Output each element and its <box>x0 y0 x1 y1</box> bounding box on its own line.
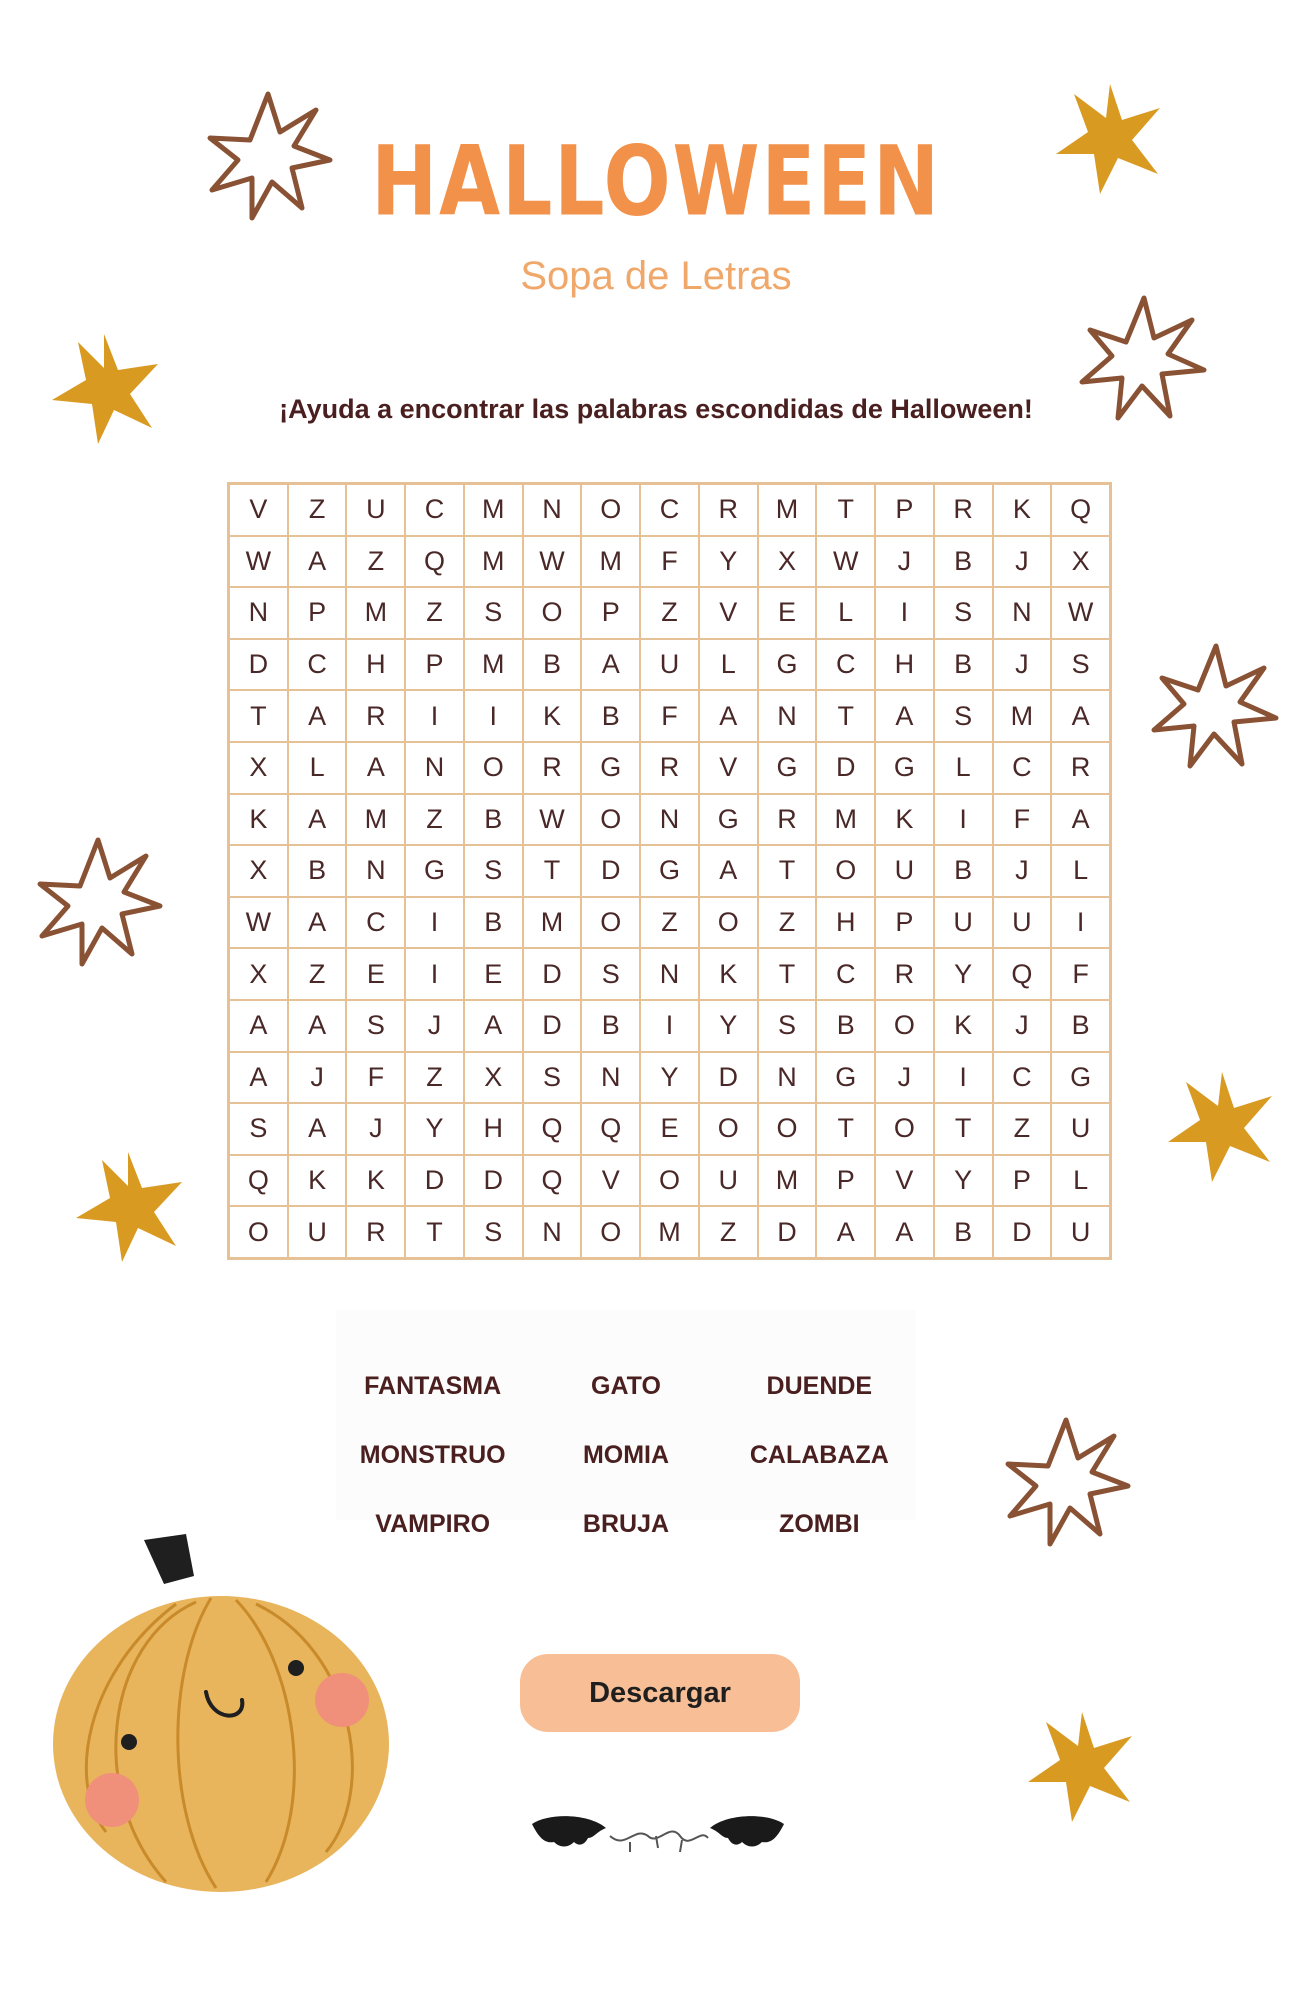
grid-cell[interactable]: M <box>464 484 523 536</box>
grid-cell[interactable]: N <box>581 1052 640 1104</box>
grid-cell[interactable]: L <box>934 742 993 794</box>
grid-cell[interactable]: U <box>699 1155 758 1207</box>
grid-cell[interactable]: N <box>640 948 699 1000</box>
grid-cell[interactable]: N <box>523 484 582 536</box>
word-list-item: FANTASMA <box>364 1372 502 1400</box>
grid-cell[interactable]: A <box>875 690 934 742</box>
grid-cell[interactable]: R <box>346 1206 405 1258</box>
grid-cell[interactable]: X <box>464 1052 523 1104</box>
grid-cell[interactable]: B <box>934 639 993 691</box>
grid-cell[interactable]: J <box>288 1052 347 1104</box>
grid-cell[interactable]: H <box>464 1103 523 1155</box>
grid-cell[interactable]: I <box>640 1000 699 1052</box>
grid-cell[interactable]: A <box>699 845 758 897</box>
grid-cell[interactable]: R <box>640 742 699 794</box>
grid-cell[interactable]: M <box>346 794 405 846</box>
grid-cell[interactable]: H <box>816 897 875 949</box>
grid-cell[interactable]: K <box>346 1155 405 1207</box>
grid-cell[interactable]: N <box>993 587 1052 639</box>
grid-cell[interactable]: O <box>699 1103 758 1155</box>
grid-cell[interactable]: R <box>1051 742 1110 794</box>
grid-cell[interactable]: I <box>405 690 464 742</box>
grid-cell[interactable]: H <box>875 639 934 691</box>
grid-cell[interactable]: X <box>229 845 288 897</box>
grid-cell[interactable]: J <box>875 536 934 588</box>
grid-cell[interactable]: G <box>640 845 699 897</box>
grid-cell[interactable]: C <box>346 897 405 949</box>
word-list-item: CALABAZA <box>749 1441 889 1469</box>
grid-cell[interactable]: G <box>699 794 758 846</box>
grid-cell[interactable]: A <box>1051 794 1110 846</box>
grid-cell[interactable]: U <box>346 484 405 536</box>
grid-cell[interactable]: Z <box>346 536 405 588</box>
grid-cell[interactable]: P <box>405 639 464 691</box>
grid-cell[interactable]: Z <box>405 587 464 639</box>
word-list-item: MOMIA <box>582 1441 670 1469</box>
grid-cell[interactable]: I <box>405 948 464 1000</box>
grid-cell[interactable]: F <box>993 794 1052 846</box>
download-button[interactable]: Descargar <box>520 1654 800 1732</box>
grid-cell[interactable]: M <box>816 794 875 846</box>
grid-cell[interactable]: N <box>523 1206 582 1258</box>
word-list-item: GATO <box>591 1372 661 1400</box>
grid-cell[interactable]: E <box>464 948 523 1000</box>
grid-cell[interactable]: M <box>640 1206 699 1258</box>
grid-cell[interactable]: P <box>288 587 347 639</box>
grid-cell[interactable]: O <box>758 1103 817 1155</box>
grid-cell[interactable]: F <box>640 536 699 588</box>
star-filled-icon <box>48 328 168 448</box>
grid-cell[interactable]: X <box>229 948 288 1000</box>
grid-cell[interactable]: B <box>1051 1000 1110 1052</box>
grid-cell[interactable]: Q <box>405 536 464 588</box>
grid-cell[interactable]: M <box>993 690 1052 742</box>
grid-cell[interactable]: U <box>640 639 699 691</box>
grid-cell[interactable]: U <box>1051 1206 1110 1258</box>
grid-cell[interactable]: G <box>1051 1052 1110 1104</box>
grid-cell[interactable]: W <box>1051 587 1110 639</box>
grid-cell[interactable]: N <box>405 742 464 794</box>
grid-cell[interactable]: L <box>1051 1155 1110 1207</box>
grid-cell[interactable]: O <box>640 1155 699 1207</box>
grid-cell[interactable]: J <box>993 639 1052 691</box>
star-filled-icon <box>1022 1706 1142 1826</box>
grid-cell[interactable]: B <box>464 794 523 846</box>
grid-cell[interactable]: B <box>581 1000 640 1052</box>
grid-cell[interactable]: P <box>581 587 640 639</box>
grid-cell[interactable]: D <box>699 1052 758 1104</box>
grid-cell[interactable]: U <box>875 845 934 897</box>
grid-cell[interactable]: V <box>699 742 758 794</box>
grid-cell[interactable]: A <box>875 1206 934 1258</box>
grid-cell[interactable]: I <box>405 897 464 949</box>
grid-cell[interactable]: K <box>875 794 934 846</box>
grid-cell[interactable]: I <box>934 794 993 846</box>
grid-cell[interactable]: F <box>1051 948 1110 1000</box>
grid-cell[interactable]: W <box>523 794 582 846</box>
grid-cell[interactable]: A <box>229 1052 288 1104</box>
grid-cell[interactable]: R <box>523 742 582 794</box>
grid-cell[interactable]: X <box>758 536 817 588</box>
grid-cell[interactable]: Z <box>288 948 347 1000</box>
word-list-item: BRUJA <box>582 1510 670 1538</box>
grid-cell[interactable]: B <box>288 845 347 897</box>
grid-cell[interactable]: D <box>581 845 640 897</box>
grid-cell[interactable]: T <box>816 484 875 536</box>
grid-cell[interactable]: S <box>758 1000 817 1052</box>
page-title: HALLOWEEN <box>371 125 941 238</box>
grid-cell[interactable]: T <box>816 690 875 742</box>
grid-cell[interactable]: N <box>229 587 288 639</box>
star-outline-icon <box>28 832 168 972</box>
grid-cell[interactable]: G <box>758 742 817 794</box>
grid-cell[interactable]: Z <box>640 587 699 639</box>
grid-cell[interactable]: C <box>816 639 875 691</box>
grid-cell[interactable]: I <box>934 1052 993 1104</box>
grid-cell[interactable]: O <box>875 1000 934 1052</box>
grid-cell[interactable]: B <box>816 1000 875 1052</box>
grid-cell[interactable]: Z <box>405 794 464 846</box>
grid-cell[interactable]: Q <box>993 948 1052 1000</box>
word-search-grid <box>227 482 1112 1260</box>
grid-cell[interactable]: A <box>581 639 640 691</box>
grid-cell[interactable]: T <box>816 1103 875 1155</box>
grid-cell[interactable]: D <box>816 742 875 794</box>
grid-cell[interactable]: P <box>875 897 934 949</box>
grid-cell[interactable]: A <box>288 1103 347 1155</box>
grid-cell[interactable]: B <box>464 897 523 949</box>
grid-cell[interactable]: S <box>229 1103 288 1155</box>
grid-cell[interactable]: M <box>346 587 405 639</box>
grid-cell[interactable]: Q <box>523 1103 582 1155</box>
grid-cell[interactable]: J <box>993 1000 1052 1052</box>
grid-cell[interactable]: B <box>523 639 582 691</box>
grid-cell[interactable]: S <box>934 587 993 639</box>
grid-cell[interactable]: J <box>993 845 1052 897</box>
grid-cell[interactable]: A <box>1051 690 1110 742</box>
grid-cell[interactable]: K <box>934 1000 993 1052</box>
grid-cell[interactable]: V <box>875 1155 934 1207</box>
grid-cell[interactable]: S <box>346 1000 405 1052</box>
grid-cell[interactable]: O <box>816 845 875 897</box>
grid-cell[interactable]: T <box>934 1103 993 1155</box>
grid-cell[interactable]: K <box>993 484 1052 536</box>
grid-cell[interactable]: I <box>875 587 934 639</box>
grid-cell[interactable]: C <box>405 484 464 536</box>
grid-cell[interactable]: Q <box>581 1103 640 1155</box>
grid-cell[interactable]: W <box>816 536 875 588</box>
grid-cell[interactable]: K <box>229 794 288 846</box>
grid-cell[interactable]: V <box>699 587 758 639</box>
grid-cell[interactable]: T <box>229 690 288 742</box>
grid-cell[interactable]: S <box>523 1052 582 1104</box>
grid-cell[interactable]: U <box>288 1206 347 1258</box>
grid-cell[interactable]: A <box>288 536 347 588</box>
grid-cell[interactable]: I <box>464 690 523 742</box>
grid-cell[interactable]: N <box>758 690 817 742</box>
grid-cell[interactable]: A <box>464 1000 523 1052</box>
grid-cell[interactable]: N <box>758 1052 817 1104</box>
grid-cell[interactable]: Z <box>288 484 347 536</box>
grid-cell[interactable]: O <box>875 1103 934 1155</box>
grid-cell[interactable]: S <box>934 690 993 742</box>
grid-cell[interactable]: A <box>699 690 758 742</box>
grid-cell[interactable]: T <box>758 948 817 1000</box>
grid-cell[interactable]: Z <box>640 897 699 949</box>
grid-cell[interactable]: G <box>581 742 640 794</box>
grid-cell[interactable]: O <box>581 897 640 949</box>
grid-cell[interactable]: R <box>346 690 405 742</box>
grid-cell[interactable]: K <box>288 1155 347 1207</box>
grid-cell[interactable]: M <box>758 484 817 536</box>
grid-cell[interactable]: S <box>464 845 523 897</box>
word-list-item: MONSTRUO <box>359 1441 506 1469</box>
grid-cell[interactable]: J <box>405 1000 464 1052</box>
grid-cell[interactable]: P <box>816 1155 875 1207</box>
word-list <box>336 1352 916 1559</box>
star-outline-icon <box>996 1412 1136 1552</box>
grid-cell[interactable]: X <box>1051 536 1110 588</box>
word-list-item: VAMPIRO <box>375 1510 491 1538</box>
grid-cell[interactable]: M <box>581 536 640 588</box>
grid-cell[interactable]: D <box>405 1155 464 1207</box>
grid-cell[interactable]: Q <box>1051 484 1110 536</box>
grid-cell[interactable]: D <box>464 1155 523 1207</box>
star-outline-icon <box>1142 638 1282 778</box>
grid-cell[interactable]: E <box>346 948 405 1000</box>
grid-cell[interactable]: W <box>229 897 288 949</box>
grid-cell[interactable]: F <box>346 1052 405 1104</box>
page-subtitle: Sopa de Letras <box>520 254 792 298</box>
bat-wings-icon <box>530 1806 786 1862</box>
grid-cell[interactable]: A <box>346 742 405 794</box>
grid-cell[interactable]: M <box>464 536 523 588</box>
grid-cell[interactable]: D <box>993 1206 1052 1258</box>
grid-cell[interactable]: C <box>993 742 1052 794</box>
grid-cell[interactable]: C <box>288 639 347 691</box>
grid-cell[interactable]: L <box>816 587 875 639</box>
grid-cell[interactable]: A <box>229 1000 288 1052</box>
grid-cell[interactable]: A <box>288 1000 347 1052</box>
grid-cell[interactable]: W <box>523 536 582 588</box>
grid-cell[interactable]: Y <box>640 1052 699 1104</box>
grid-cell[interactable]: G <box>758 639 817 691</box>
grid-cell[interactable]: O <box>229 1206 288 1258</box>
grid-cell[interactable]: R <box>699 484 758 536</box>
grid-cell[interactable]: Q <box>229 1155 288 1207</box>
grid-cell[interactable]: C <box>640 484 699 536</box>
grid-cell[interactable]: M <box>464 639 523 691</box>
grid-cell[interactable]: O <box>699 897 758 949</box>
grid-cell[interactable]: Z <box>405 1052 464 1104</box>
grid-cell[interactable]: P <box>993 1155 1052 1207</box>
grid-cell[interactable]: X <box>229 742 288 794</box>
grid-cell[interactable]: L <box>1051 845 1110 897</box>
word-list-item: DUENDE <box>766 1372 873 1400</box>
grid-cell[interactable]: S <box>1051 639 1110 691</box>
grid-cell[interactable]: L <box>288 742 347 794</box>
pumpkin-icon <box>46 1532 396 1902</box>
grid-cell[interactable]: J <box>875 1052 934 1104</box>
grid-cell[interactable]: O <box>581 794 640 846</box>
grid-cell[interactable]: J <box>346 1103 405 1155</box>
grid-cell[interactable]: R <box>758 794 817 846</box>
instruction-text: ¡Ayuda a encontrar las palabras escondidas de Halloween! <box>279 394 1033 424</box>
grid-cell[interactable]: Y <box>699 536 758 588</box>
grid-cell[interactable]: R <box>934 484 993 536</box>
grid-cell[interactable]: B <box>934 1206 993 1258</box>
grid-cell[interactable]: B <box>581 690 640 742</box>
grid-cell[interactable]: Y <box>699 1000 758 1052</box>
grid-cell[interactable]: C <box>816 948 875 1000</box>
grid-cell[interactable]: O <box>581 1206 640 1258</box>
grid-cell[interactable]: T <box>405 1206 464 1258</box>
grid-cell[interactable]: A <box>288 794 347 846</box>
grid-cell[interactable]: E <box>640 1103 699 1155</box>
grid-cell[interactable]: C <box>993 1052 1052 1104</box>
grid-cell[interactable]: E <box>758 587 817 639</box>
grid-cell[interactable]: I <box>1051 897 1110 949</box>
grid-cell[interactable]: N <box>640 794 699 846</box>
grid-cell[interactable]: D <box>229 639 288 691</box>
grid-cell[interactable]: W <box>229 536 288 588</box>
grid-cell[interactable]: Y <box>934 948 993 1000</box>
grid-cell[interactable]: D <box>758 1206 817 1258</box>
grid-cell[interactable]: G <box>405 845 464 897</box>
grid-cell[interactable]: Y <box>405 1103 464 1155</box>
grid-cell[interactable]: M <box>758 1155 817 1207</box>
grid-cell[interactable]: T <box>523 845 582 897</box>
grid-cell[interactable]: Y <box>934 1155 993 1207</box>
grid-cell[interactable]: U <box>993 897 1052 949</box>
grid-cell[interactable]: B <box>934 845 993 897</box>
grid-cell[interactable]: F <box>640 690 699 742</box>
star-filled-icon <box>72 1146 192 1266</box>
grid-cell[interactable]: S <box>464 1206 523 1258</box>
grid-cell[interactable]: Z <box>993 1103 1052 1155</box>
grid-cell[interactable]: M <box>523 897 582 949</box>
word-list-item: ZOMBI <box>779 1510 860 1538</box>
grid-cell[interactable]: Z <box>758 897 817 949</box>
grid-cell[interactable]: O <box>464 742 523 794</box>
grid-cell[interactable]: G <box>875 742 934 794</box>
grid-cell[interactable]: P <box>875 484 934 536</box>
grid-cell[interactable]: J <box>993 536 1052 588</box>
grid-cell[interactable]: S <box>581 948 640 1000</box>
grid-cell[interactable]: N <box>346 845 405 897</box>
grid-cell[interactable]: D <box>523 1000 582 1052</box>
star-filled-icon <box>1162 1066 1282 1186</box>
grid-cell[interactable]: U <box>934 897 993 949</box>
grid-cell[interactable]: U <box>1051 1103 1110 1155</box>
grid-cell[interactable]: O <box>523 587 582 639</box>
grid-cell[interactable]: O <box>581 484 640 536</box>
grid-cell[interactable]: D <box>523 948 582 1000</box>
grid-cell[interactable]: V <box>229 484 288 536</box>
grid-cell[interactable]: K <box>699 948 758 1000</box>
grid-cell[interactable]: Z <box>699 1206 758 1258</box>
grid-cell[interactable]: S <box>464 587 523 639</box>
grid-cell[interactable]: A <box>816 1206 875 1258</box>
grid-cell[interactable]: Q <box>523 1155 582 1207</box>
grid-cell[interactable]: R <box>875 948 934 1000</box>
grid-cell[interactable]: V <box>581 1155 640 1207</box>
grid-cell[interactable]: L <box>699 639 758 691</box>
grid-cell[interactable]: K <box>523 690 582 742</box>
grid-cell[interactable]: B <box>934 536 993 588</box>
grid-cell[interactable]: G <box>816 1052 875 1104</box>
grid-cell[interactable]: T <box>758 845 817 897</box>
grid-cell[interactable]: A <box>288 897 347 949</box>
grid-cell[interactable]: A <box>288 690 347 742</box>
grid-cell[interactable]: H <box>346 639 405 691</box>
